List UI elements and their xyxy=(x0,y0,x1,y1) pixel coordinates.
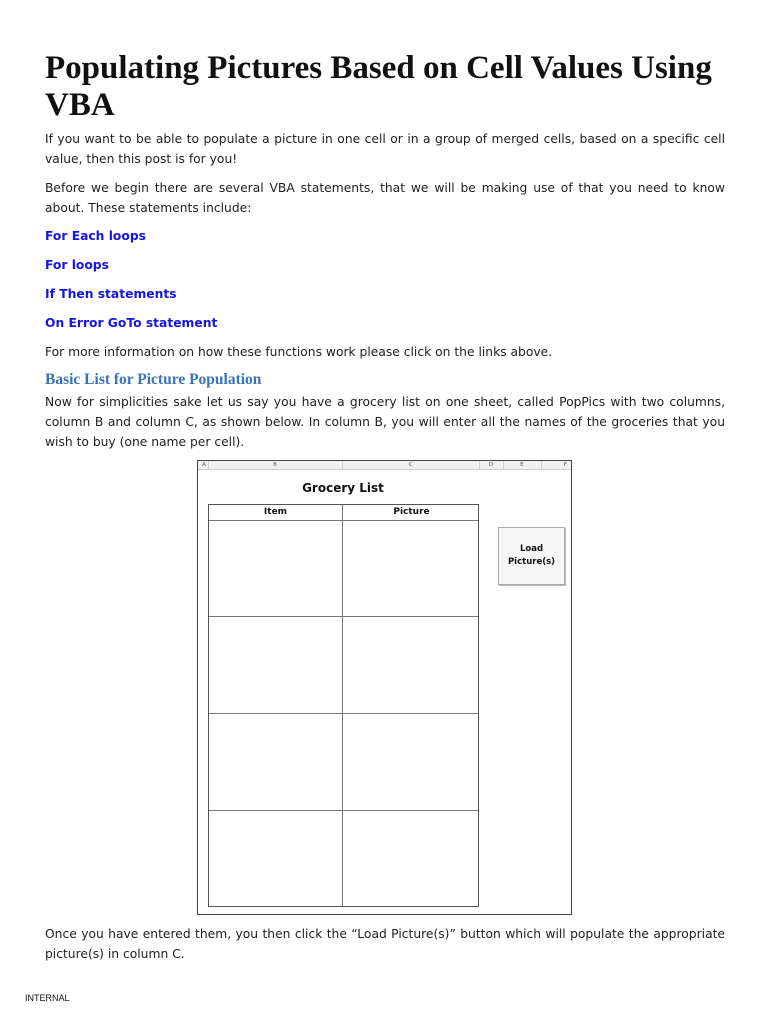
column-divider xyxy=(342,505,343,906)
link-for-loops[interactable]: For loops xyxy=(45,258,109,272)
link-if-then-statements[interactable]: If Then statements xyxy=(45,287,177,301)
section-paragraph: Now for simplicities sake let us say you have a grocery list on one sheet, called PopPics with two columns, column B and column C, as shown below. In column B, you will enter all the names of the groceries that you wish to buy (one name per cell). xyxy=(45,395,725,449)
intro-paragraph: If you want to be able to populate a picture in one cell or in a group of merged cells, based on a specific cell value, then this post is for you! xyxy=(45,132,725,166)
grocery-list-title: Grocery List xyxy=(302,481,384,495)
link-for-each-loops[interactable]: For Each loops xyxy=(45,229,146,243)
column-header-c: C xyxy=(408,462,413,468)
spreadsheet-figure xyxy=(197,460,572,915)
column-header-a: A xyxy=(202,462,206,468)
picture-column-header: Picture xyxy=(393,507,430,517)
column-header-d: D xyxy=(488,462,494,468)
column-header-b: B xyxy=(273,462,277,468)
column-header-f: F xyxy=(563,462,567,468)
more-info-paragraph: For more information on how these functions work please click on the links above. xyxy=(45,345,553,359)
page-title: Populating Pictures Based on Cell Values Using VBA xyxy=(45,50,712,123)
column-header-row xyxy=(198,461,571,470)
link-on-error-goto[interactable]: On Error GoTo statement xyxy=(45,316,218,330)
item-column-header: Item xyxy=(263,507,288,517)
footer-label: INTERNAL xyxy=(25,993,70,1003)
row-divider xyxy=(209,810,478,811)
closing-paragraph: Once you have entered them, you then click the “Load Picture(s)” button which will populate the appropriate picture(s) in column C. xyxy=(45,927,725,961)
grocery-table xyxy=(208,504,479,907)
row-divider xyxy=(209,616,478,617)
statements-paragraph: Before we begin there are several VBA statements, that we will be making use of that you need to know about. These statements include: xyxy=(45,181,725,215)
row-divider xyxy=(209,713,478,714)
column-header-e: E xyxy=(520,462,524,468)
header-divider xyxy=(209,520,478,521)
load-pictures-button[interactable]: Load Picture(s) xyxy=(498,527,565,585)
section-heading: Basic List for Picture Population xyxy=(45,371,262,388)
